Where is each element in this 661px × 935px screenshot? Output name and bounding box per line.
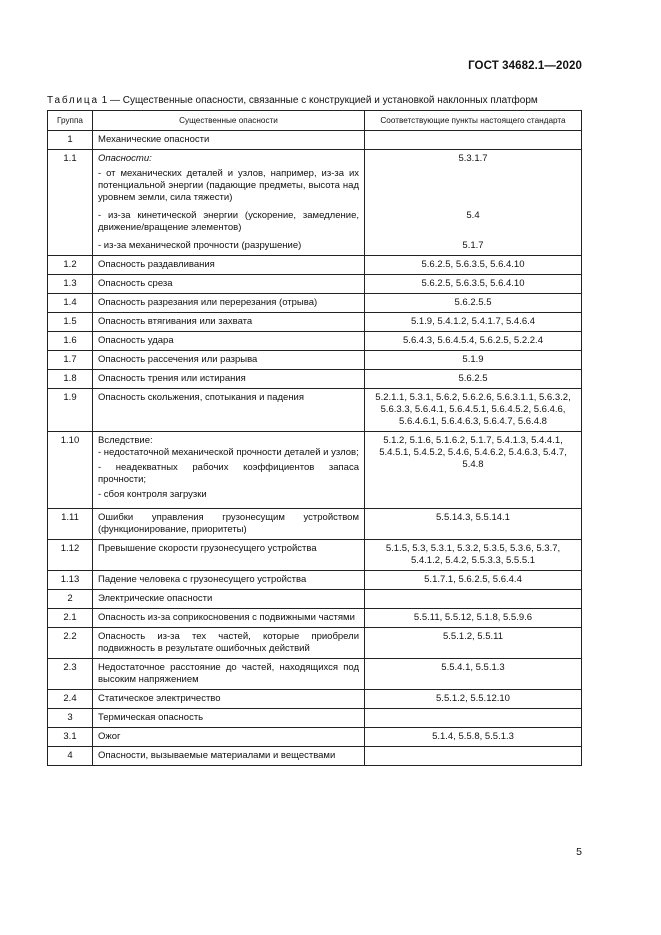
row-hazard: Ожог <box>93 728 365 747</box>
row-refs <box>365 590 582 609</box>
ref-line: 5.4.5.1, 5.4.5.2, 5.4.6, 5.4.6.2, 5.4.6.3, 5.4.7, <box>379 447 567 458</box>
row-group: 1.5 <box>48 313 93 332</box>
ref-line: 5.6.3.3, 5.6.4.1, 5.6.4.5.1, 5.6.4.5.2, 5.6.4.6, <box>380 404 566 415</box>
row-refs <box>365 131 582 150</box>
row-refs <box>365 709 582 728</box>
hazard-subitem: - из-за кинетической энергии (ускорение, замедление, движение/вращение элементов) <box>98 210 359 233</box>
ref-line: 5.6.4.6.1, 5.6.4.6.3, 5.6.4.7, 5.6.4.8 <box>399 416 547 427</box>
row-refs: 5.5.14.3, 5.5.14.1 <box>365 509 582 540</box>
ref-line: 5.3.1.7 <box>458 153 488 164</box>
table-row <box>48 351 582 370</box>
table-row <box>48 659 582 690</box>
hazard-subitem: - неадекватных рабочих коэффициентов запаса прочности; <box>98 462 359 485</box>
table-row <box>48 628 582 659</box>
row-group: 1.9 <box>48 389 93 432</box>
table-row <box>48 709 582 728</box>
hazard-subitem: - из-за механической прочности (разрушение) <box>98 240 302 251</box>
caption-label: Таблица <box>47 95 99 106</box>
row-hazard: Опасность втягивания или захвата <box>93 313 365 332</box>
row-group: 2.2 <box>48 628 93 659</box>
row-hazard <box>93 150 365 256</box>
row-group: 3.1 <box>48 728 93 747</box>
row-group: 1.12 <box>48 540 93 571</box>
header-refs: Соответствующие пункты настоящего стандарта <box>365 111 582 131</box>
row-group: 2.1 <box>48 609 93 628</box>
table-row <box>48 370 582 389</box>
row-hazard: Опасность удара <box>93 332 365 351</box>
row-refs: 5.6.2.5 <box>365 370 582 389</box>
header-group: Группа <box>48 111 93 131</box>
row-group: 1.3 <box>48 275 93 294</box>
row-refs: 5.1.9, 5.4.1.2, 5.4.1.7, 5.4.6.4 <box>365 313 582 332</box>
table-row <box>48 294 582 313</box>
row-hazard: Опасность скольжения, спотыкания и падения <box>93 389 365 432</box>
table-row <box>48 571 582 590</box>
row-hazard: Опасность среза <box>93 275 365 294</box>
row-hazard: Опасность из-за соприкосновения с подвижными частями <box>93 609 365 628</box>
row-hazard: Электрические опасности <box>93 590 365 609</box>
hazard-heading: Вследствие: <box>98 435 153 446</box>
table-row <box>48 690 582 709</box>
row-hazard <box>93 432 365 509</box>
table-row <box>48 432 582 509</box>
row-hazard: Недостаточное расстояние до частей, находящихся под высоким напряжением <box>93 659 365 690</box>
row-hazard: Статическое электричество <box>93 690 365 709</box>
table-row <box>48 609 582 628</box>
row-refs: 5.5.1.2, 5.5.12.10 <box>365 690 582 709</box>
row-group: 4 <box>48 747 93 766</box>
row-refs: 5.5.1.2, 5.5.11 <box>365 628 582 659</box>
table-row <box>48 313 582 332</box>
row-refs: 5.1.9 <box>365 351 582 370</box>
row-refs: 5.5.4.1, 5.5.1.3 <box>365 659 582 690</box>
row-hazard: Ошибки управления грузонесущим устройством (функционирование, приоритеты) <box>93 509 365 540</box>
row-hazard: Опасность разрезания или перерезания (отрыва) <box>93 294 365 313</box>
row-refs <box>365 389 582 432</box>
row-refs: 5.1.4, 5.5.8, 5.5.1.3 <box>365 728 582 747</box>
table-row <box>48 150 582 256</box>
table-row <box>48 590 582 609</box>
row-hazard: Опасность трения или истирания <box>93 370 365 389</box>
row-group: 1.1 <box>48 150 93 256</box>
table-row <box>48 509 582 540</box>
row-group: 1.4 <box>48 294 93 313</box>
row-hazard: Механические опасности <box>93 131 365 150</box>
caption-text: — Существенные опасности, связанные с конструкцией и установкой наклонных платформ <box>109 95 538 106</box>
row-group: 1.11 <box>48 509 93 540</box>
ref-line: 5.1.7 <box>462 240 484 251</box>
table-row <box>48 131 582 150</box>
caption-number: 1 <box>101 95 108 106</box>
row-refs <box>365 150 582 256</box>
ref-line: 5.2.1.1, 5.3.1, 5.6.2, 5.6.2.6, 5.6.3.1.1, 5.6.3.2, <box>375 392 571 403</box>
table-row <box>48 256 582 275</box>
row-refs: 5.6.2.5, 5.6.3.5, 5.6.4.10 <box>365 256 582 275</box>
row-refs: 5.5.11, 5.5.12, 5.1.8, 5.5.9.6 <box>365 609 582 628</box>
table-row <box>48 728 582 747</box>
row-group: 2 <box>48 590 93 609</box>
row-refs <box>365 432 582 509</box>
table-row <box>48 540 582 571</box>
hazard-subitem: - от механических деталей и узлов, например, из-за их потенциальной энергии (падающие предметы, высота над уровнем земли, сила тяжести) <box>98 168 359 203</box>
row-hazard: Термическая опасность <box>93 709 365 728</box>
ref-line: 5.4.1.2, 5.4.2, 5.5.3.3, 5.5.5.1 <box>410 555 536 566</box>
row-group: 3 <box>48 709 93 728</box>
ref-line: 5.4 <box>466 210 480 221</box>
row-hazard: Превышение скорости грузонесущего устройства <box>93 540 365 571</box>
row-group: 1.8 <box>48 370 93 389</box>
row-group: 1 <box>48 131 93 150</box>
row-refs: 5.1.7.1, 5.6.2.5, 5.6.4.4 <box>365 571 582 590</box>
table-caption <box>47 95 538 106</box>
hazard-subitem: - сбоя контроля загрузки <box>98 489 207 500</box>
row-refs <box>365 540 582 571</box>
table-row <box>48 275 582 294</box>
row-group: 1.7 <box>48 351 93 370</box>
header-hazards: Существенные опасности <box>93 111 365 131</box>
hazard-subitem: - недостаточной механической прочности деталей и узлов; <box>98 447 359 458</box>
table-row <box>48 389 582 432</box>
row-hazard: Опасность раздавливания <box>93 256 365 275</box>
table-row <box>48 747 582 766</box>
page-number: 5 <box>576 846 582 858</box>
row-hazard: Опасность рассечения или разрыва <box>93 351 365 370</box>
row-group: 1.13 <box>48 571 93 590</box>
ref-line: 5.1.2, 5.1.6, 5.1.6.2, 5.1.7, 5.4.1.3, 5.4.4.1, <box>383 435 563 446</box>
row-hazard: Опасности, вызываемые материалами и веществами <box>93 747 365 766</box>
row-refs: 5.6.2.5.5 <box>365 294 582 313</box>
row-group: 1.2 <box>48 256 93 275</box>
row-group: 2.4 <box>48 690 93 709</box>
hazards-table <box>47 110 582 766</box>
hazard-heading: Опасности: <box>98 153 152 164</box>
row-group: 1.10 <box>48 432 93 509</box>
row-hazard: Опасность из-за тех частей, которые приобрели подвижность в результате ошибочных действий <box>93 628 365 659</box>
row-hazard: Падение человека с грузонесущего устройства <box>93 571 365 590</box>
standard-code: ГОСТ 34682.1—2020 <box>468 60 582 72</box>
ref-line: 5.4.8 <box>462 459 484 470</box>
row-group: 2.3 <box>48 659 93 690</box>
ref-line: 5.1.5, 5.3, 5.3.1, 5.3.2, 5.3.5, 5.3.6, 5.3.7, <box>385 543 561 554</box>
row-refs: 5.6.4.3, 5.6.4.5.4, 5.6.2.5, 5.2.2.4 <box>365 332 582 351</box>
table-row <box>48 332 582 351</box>
table-header-row <box>48 111 582 131</box>
row-refs <box>365 747 582 766</box>
row-group: 1.6 <box>48 332 93 351</box>
row-refs: 5.6.2.5, 5.6.3.5, 5.6.4.10 <box>365 275 582 294</box>
